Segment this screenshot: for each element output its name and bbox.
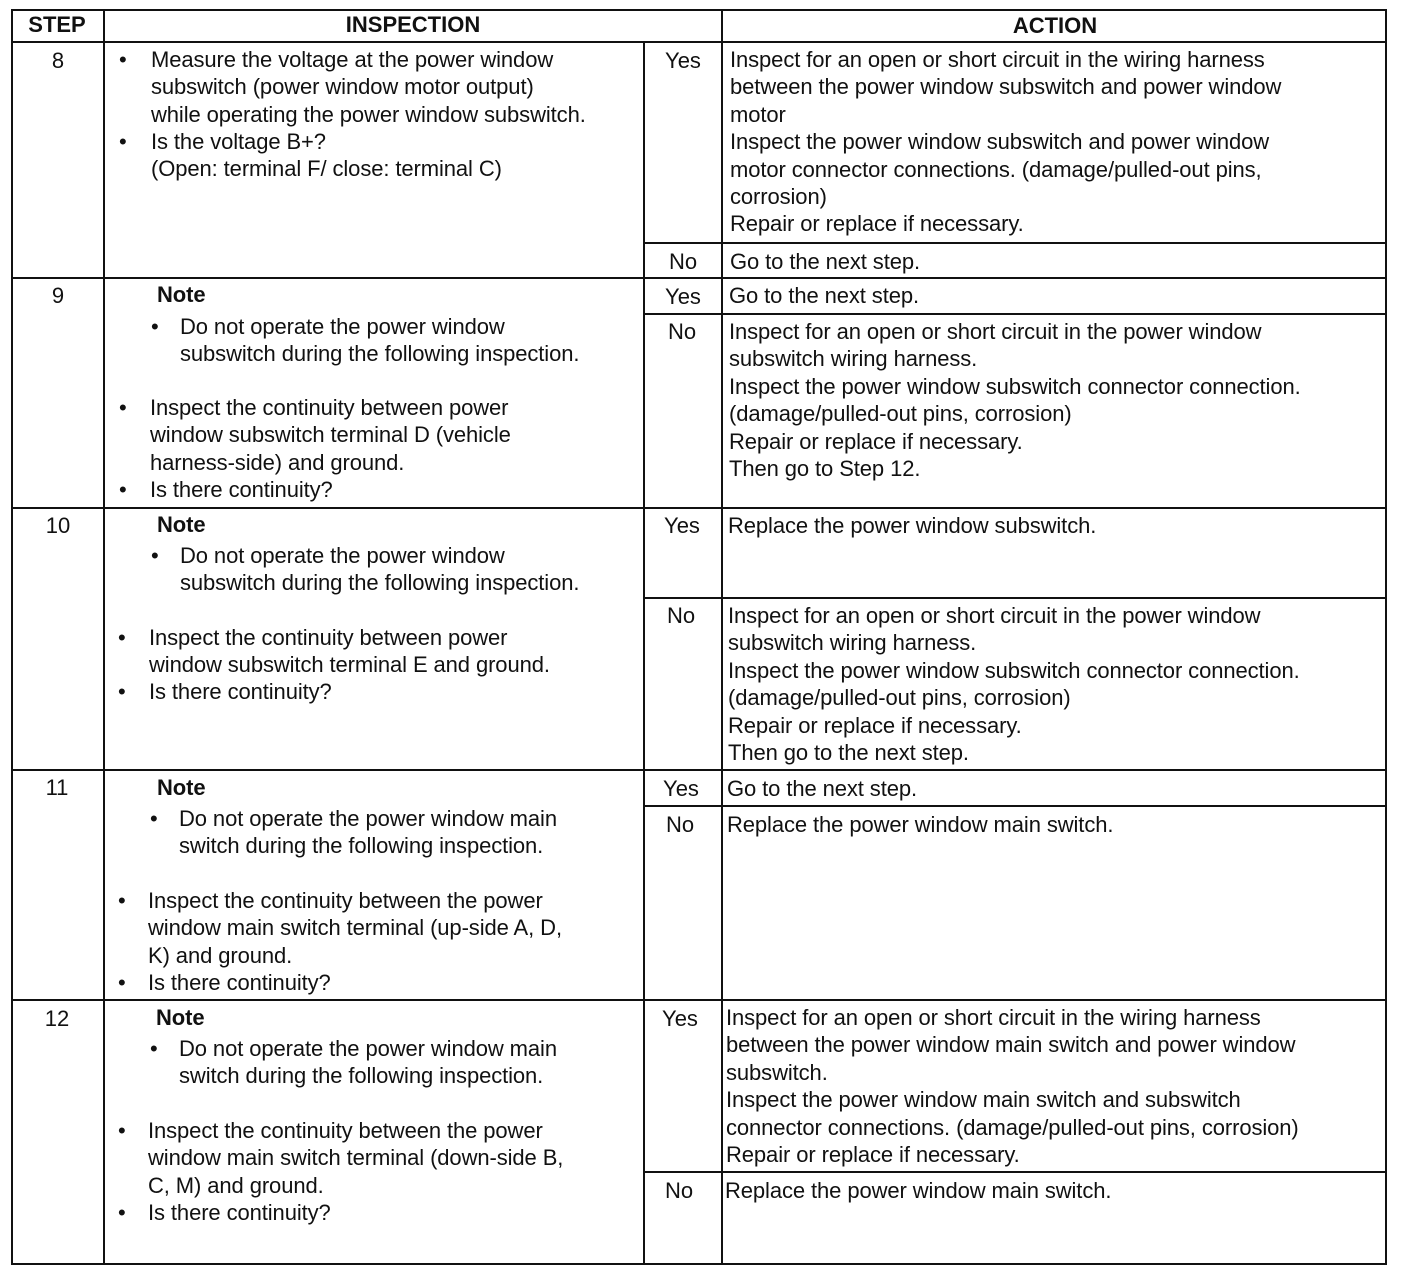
note-item: Do not operate the power window main switch during the following inspection. [179, 1036, 557, 1089]
action-text: Replace the power window main switch. [725, 1178, 1112, 1203]
bullet: • [151, 314, 159, 339]
action-text: Inspect for an open or short circuit in the power window subswitch wiring harness. Inspect the power window subswitch connector connection. (damage/pulled-out pins, corrosion) Repair or replace if necessary. Then go to Step 12. [729, 319, 1301, 482]
header-inspection: INSPECTION [345, 12, 481, 37]
note-item: Do not operate the power window subswitch during the following inspection. [180, 314, 580, 367]
answer-label: Yes [665, 284, 701, 309]
row-divider [11, 41, 1387, 43]
row-divider [11, 999, 1387, 1001]
action-text: Inspect for an open or short circuit in the power window subswitch wiring harness. Inspect the power window subswitch connector connection. (damage/pulled-out pins, corrosion) Repair or replace if necessary. Then go to the next step. [728, 603, 1300, 766]
bullet: • [119, 477, 127, 502]
bullet: • [118, 1200, 126, 1225]
subrow-divider [643, 1171, 1387, 1173]
bullet: • [150, 1036, 158, 1061]
inspection-item: Is there continuity? [149, 679, 332, 704]
inspection-item: Is the voltage B+? (Open: terminal F/ close: terminal C) [151, 129, 502, 182]
subrow-divider [643, 313, 1387, 315]
bullet: • [151, 543, 159, 568]
column-divider [643, 42, 645, 1265]
inspection-item: Inspect the continuity between the power window main switch terminal (down-side B, C, M) and ground. [148, 1118, 564, 1198]
bullet: • [118, 888, 126, 913]
bullet: • [150, 806, 158, 831]
inspection-item: Inspect the continuity between power window subswitch terminal D (vehicle harness-side) and ground. [150, 395, 511, 475]
answer-label: No [668, 249, 698, 274]
step-number: 8 [51, 48, 65, 73]
step-number: 9 [51, 283, 65, 308]
action-text: Inspect for an open or short circuit in the wiring harness between the power window subswitch and power window motor Inspect the power window subswitch and power window motor connector connections. (damage/pulled-out pins, corrosion) Repair or replace if necessary. [730, 47, 1282, 237]
subrow-divider [643, 805, 1387, 807]
troubleshooting-table [11, 9, 1387, 1265]
header-step: STEP [28, 12, 86, 37]
answer-label: Yes [663, 776, 699, 801]
row-divider [11, 277, 1387, 279]
answer-label: No [665, 812, 695, 837]
answer-label: Yes [662, 1006, 698, 1031]
note-label: Note [157, 775, 206, 800]
action-text: Inspect for an open or short circuit in the wiring harness between the power window main switch and power window subswitch. Inspect the power window main switch and subswitch connector connections. (damage/pulled-out pins, corrosion) Repair or replace if necessary. [726, 1005, 1299, 1168]
step-number: 12 [44, 1006, 70, 1031]
subrow-divider [643, 242, 1387, 244]
action-text: Go to the next step. [729, 283, 920, 308]
inspection-item: Is there continuity? [148, 1200, 331, 1225]
bullet: • [118, 970, 126, 995]
table-border [11, 1263, 1387, 1265]
action-text: Replace the power window subswitch. [728, 513, 1097, 538]
bullet: • [118, 1118, 126, 1143]
step-number: 11 [45, 775, 69, 800]
inspection-item: Inspect the continuity between the power window main switch terminal (up-side A, D, K) and ground. [148, 888, 562, 968]
header-action: ACTION [1012, 13, 1098, 38]
column-divider [103, 9, 105, 1265]
answer-label: Yes [665, 48, 701, 73]
bullet: • [119, 47, 127, 72]
bullet: • [119, 129, 127, 154]
row-divider [11, 769, 1387, 771]
row-divider [11, 507, 1387, 509]
note-item: Do not operate the power window subswitch during the following inspection. [180, 543, 580, 596]
inspection-item: Measure the voltage at the power window subswitch (power window motor output) while operating the power window subswitch. [151, 47, 586, 127]
note-item: Do not operate the power window main switch during the following inspection. [179, 806, 557, 859]
answer-label: No [666, 603, 696, 628]
table-border [11, 9, 1387, 11]
bullet: • [118, 625, 126, 650]
answer-label: Yes [664, 513, 700, 538]
inspection-item: Is there continuity? [148, 970, 331, 995]
action-text: Replace the power window main switch. [727, 812, 1114, 837]
bullet: • [119, 395, 127, 420]
inspection-item: Is there continuity? [150, 477, 333, 502]
action-text: Go to the next step. [727, 776, 918, 801]
note-label: Note [157, 512, 206, 537]
table-border [1385, 9, 1387, 1265]
table-border [11, 9, 13, 1265]
answer-label: No [664, 1178, 694, 1203]
note-label: Note [157, 282, 206, 307]
subrow-divider [643, 597, 1387, 599]
action-text: Go to the next step. [730, 249, 921, 274]
inspection-item: Inspect the continuity between power window subswitch terminal E and ground. [149, 625, 550, 678]
answer-label: No [667, 319, 697, 344]
column-divider [721, 9, 723, 1265]
step-number: 10 [45, 513, 71, 538]
note-label: Note [156, 1005, 205, 1030]
bullet: • [118, 679, 126, 704]
